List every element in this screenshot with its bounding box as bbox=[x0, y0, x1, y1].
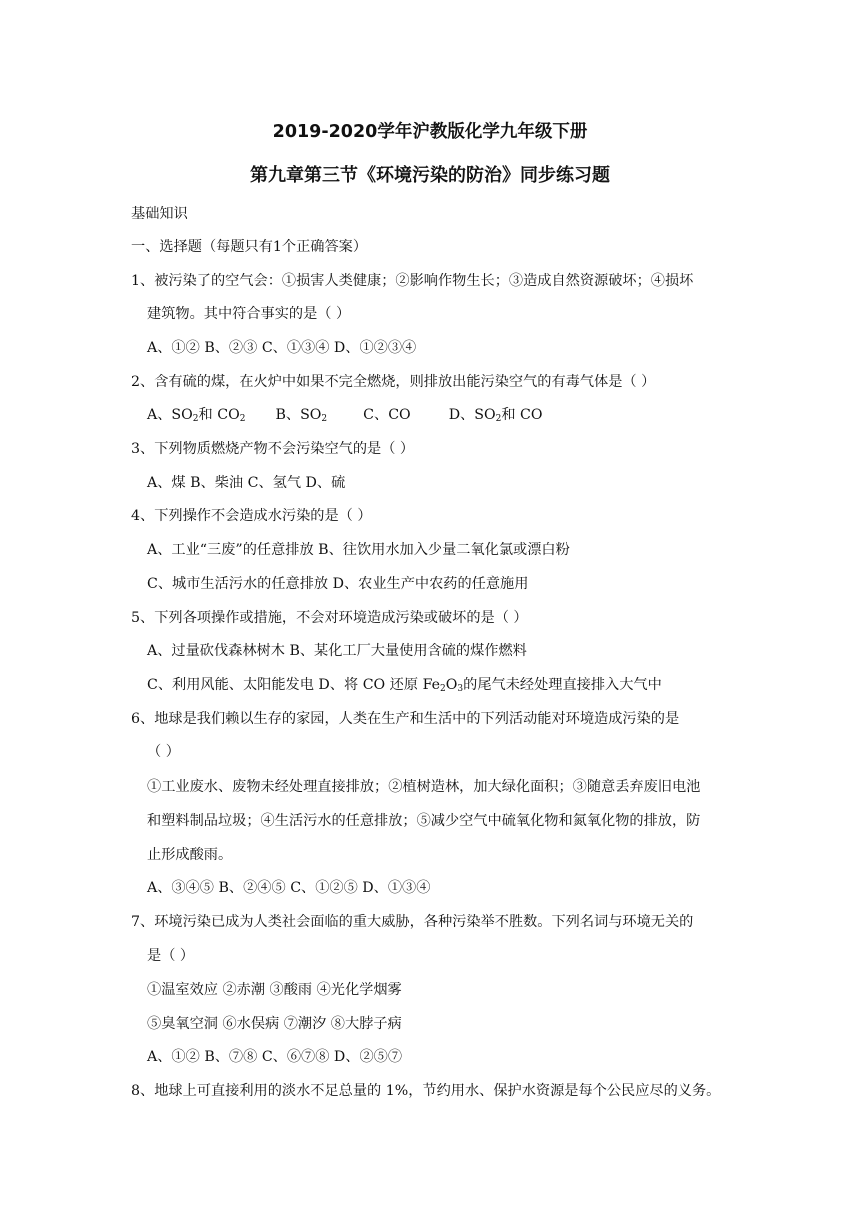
q4-options-cd: C、城市生活污水的任意排放 D、农业生产中农药的任意施用 bbox=[147, 576, 529, 592]
q6-statements-3: 止形成酸雨。 bbox=[147, 847, 233, 863]
q3-stem: 3、下列物质燃烧产物不会污染空气的是（ ） bbox=[131, 441, 415, 457]
q1-stem: 1、被污染了的空气会：①损害人类健康；②影响作物生长；③造成自然资源破坏；④损坏 bbox=[131, 273, 694, 289]
q2-option-a: A、$SO_2$和 $CO_2$ bbox=[147, 407, 246, 424]
q1-stem-cont: 建筑物。其中符合事实的是（ ） bbox=[147, 306, 351, 322]
q5-options-cd: C、利用风能、太阳能发电 D、将 CO 还原 $Fe_2O_3$的尾气未经处理直接排入大气中 bbox=[147, 677, 662, 694]
q6-options: A、③④⑤ B、②④⑤ C、①②⑤ D、①③④ bbox=[147, 880, 431, 896]
q5-stem: 5、下列各项操作或措施，不会对环境造成污染或破坏的是（ ） bbox=[131, 610, 528, 626]
doc-subtitle: 第九章第三节《环境污染的防治》同步练习题 bbox=[250, 165, 610, 186]
q2-option-d: D、$SO_2$和 CO bbox=[448, 407, 543, 424]
section-heading: 基础知识 bbox=[131, 206, 188, 222]
q2-stem: 2、含有硫的煤，在火炉中如果不完全燃烧，则排放出能污染空气的有毒气体是（ ） bbox=[131, 374, 656, 390]
q7-stem-cont: 是（ ） bbox=[147, 948, 195, 964]
q6-statements-2: 和塑料制品垃圾；④生活污水的任意排放；⑤减少空气中硫氧化物和氮氧化物的排放，防 bbox=[147, 813, 701, 829]
q7-terms-2: ⑤臭氧空洞 ⑥水俣病 ⑦潮汐 ⑧大脖子病 bbox=[147, 1016, 402, 1032]
q3-options: A、煤 B、柴油 C、氢气 D、硫 bbox=[147, 475, 346, 491]
q6-stem-cont: （ ） bbox=[147, 744, 180, 760]
q8-stem: 8、地球上可直接利用的淡水不足总量的 1%，节约用水、保护水资源是每个公民应尽的义务。 bbox=[131, 1083, 721, 1099]
part-heading: 一、选择题（每题只有1个正确答案） bbox=[131, 239, 368, 255]
q2-option-c: C、CO bbox=[363, 407, 411, 423]
q7-stem: 7、环境污染已成为人类社会面临的重大威胁，各种污染举不胜数。下列名词与环境无关的 bbox=[131, 914, 694, 930]
q2-option-b: B、$SO_2$ bbox=[275, 407, 328, 424]
q2-options bbox=[147, 405, 543, 429]
q1-options: A、①② B、②③ C、①③④ D、①②③④ bbox=[147, 340, 417, 356]
q6-statements-1: ①工业废水、废物未经处理直接排放；②植树造林，加大绿化面积；③随意丢弃废旧电池 bbox=[147, 779, 701, 795]
doc-title: 2019-2020学年沪教版化学九年级下册 bbox=[272, 122, 588, 142]
q4-stem: 4、下列操作不会造成水污染的是（ ） bbox=[131, 508, 372, 524]
q7-options: A、①② B、⑦⑧ C、⑥⑦⑧ D、②⑤⑦ bbox=[147, 1049, 403, 1065]
q5-options-ab: A、过量砍伐森林树木 B、某化工厂大量使用含硫的煤作燃料 bbox=[147, 643, 527, 659]
q4-options-ab: A、工业“三废”的任意排放 B、往饮用水加入少量二氧化氯或漂白粉 bbox=[147, 542, 570, 558]
q7-terms-1: ①温室效应 ②赤潮 ③酸雨 ④光化学烟雾 bbox=[147, 982, 402, 998]
q6-stem: 6、地球是我们赖以生存的家园，人类在生产和生活中的下列活动能对环境造成污染的是 bbox=[131, 711, 680, 727]
